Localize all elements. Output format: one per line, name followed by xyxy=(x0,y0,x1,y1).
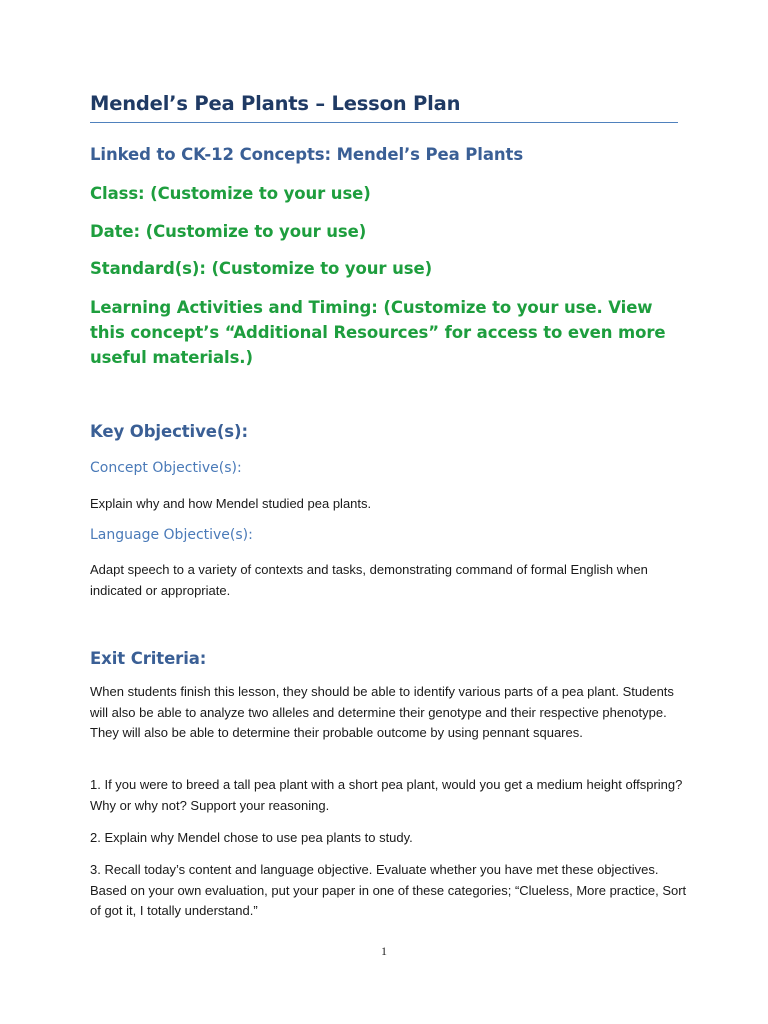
language-objective-text: Adapt speech to a variety of contexts and tasks, demonstrating command of formal English when indicated or appropriate. xyxy=(90,562,648,598)
exit-criteria-heading: Exit Criteria: xyxy=(90,649,207,668)
question-2: 2. Explain why Mendel chose to use pea plants to study. xyxy=(90,830,413,845)
question-1: 1. If you were to breed a tall pea plant with a short pea plant, would you get a medium height offspring? Why or why not? Support your reasoning. xyxy=(90,777,683,813)
title-divider xyxy=(90,122,678,123)
class-line: Class: (Customize to your use) xyxy=(90,184,371,203)
question-3: 3. Recall today’s content and language objective. Evaluate whether you have met these objectives. Based on your own evaluation, put your paper in one of these categories; “Clueless, More practice, Sort of got it, I totally understand.” xyxy=(90,862,687,918)
date-line: Date: (Customize to your use) xyxy=(90,222,367,241)
activities-line: Learning Activities and Timing: (Customize to your use. View this concept’s “Additional Resources” for access to even more useful materials.) xyxy=(90,298,666,367)
language-objectives-heading: Language Objective(s): xyxy=(90,527,253,543)
concept-objectives-heading: Concept Objective(s): xyxy=(90,460,242,476)
standards-line: Standard(s): (Customize to your use) xyxy=(90,259,433,278)
key-objectives-heading: Key Objective(s): xyxy=(90,422,248,441)
exit-criteria-text: When students finish this lesson, they should be able to identify various parts of a pea plant. Students will also be able to analyze two alleles and determine their genotype and their respective phenotype. They will also be able to determine their probable outcome by using pennant squares. xyxy=(90,684,674,740)
concept-objective-text: Explain why and how Mendel studied pea plants. xyxy=(90,496,372,511)
linked-concepts-heading: Linked to CK-12 Concepts: Mendel’s Pea Plants xyxy=(90,145,524,164)
page-title: Mendel’s Pea Plants – Lesson Plan xyxy=(90,92,461,115)
page-number: 1 xyxy=(381,944,387,958)
